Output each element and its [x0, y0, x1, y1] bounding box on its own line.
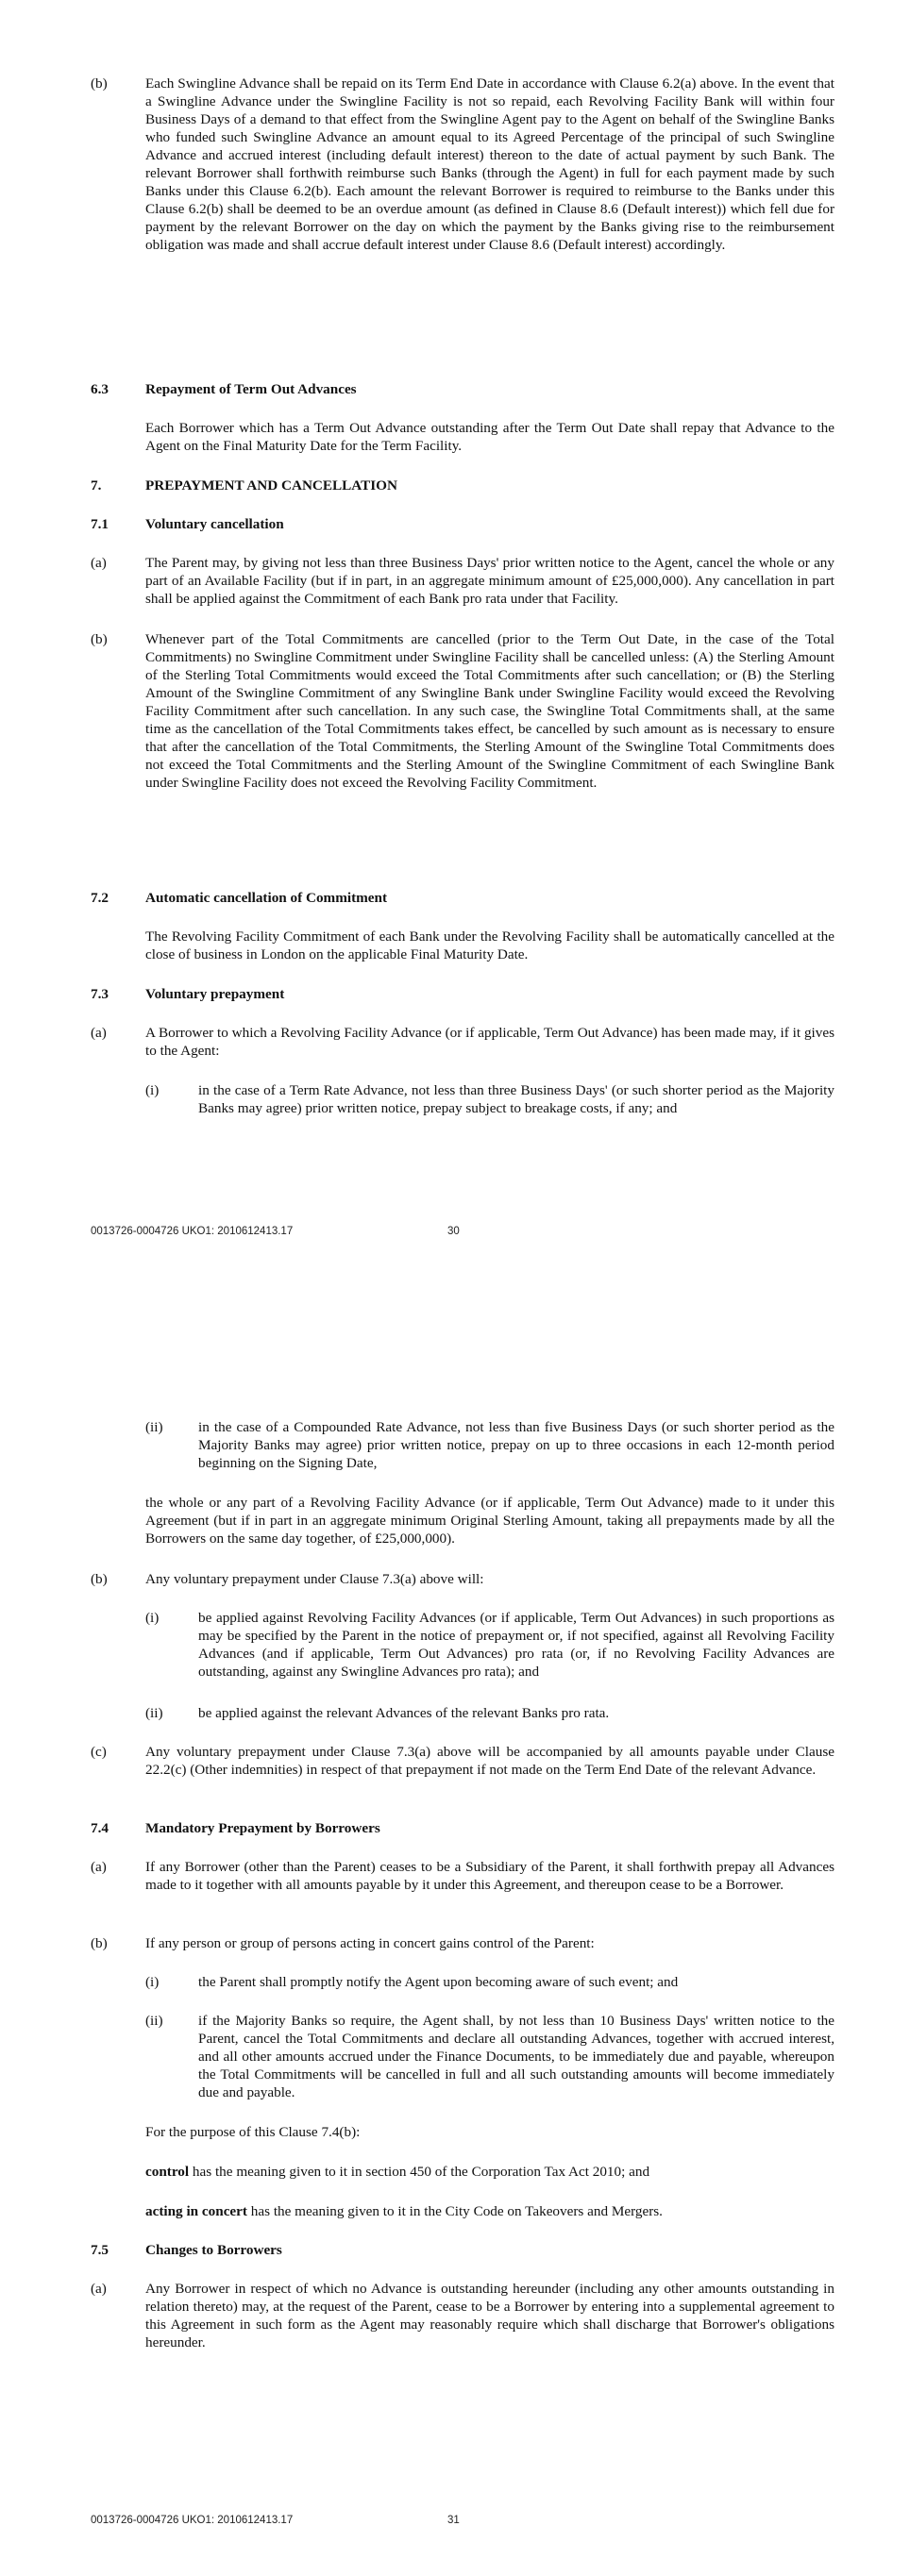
clause-7-3-a-text: A Borrower to which a Revolving Facility Advance (or if applicable, Term Out Advance) has been made may, if it gives to the Agent:: [145, 1025, 834, 1059]
clause-7-4-b-i-text: the Parent shall promptly notify the Agent upon becoming aware of such event; and: [198, 1974, 679, 1990]
clause-7-1-b-text: Whenever part of the Total Commitments are cancelled (prior to the Term Out Date, in the case of the Total Commitments) no Swingline Commitment under Swingline Facility shall be cancelled unless: (A) the Sterling Amount of the Sterling Total Commitments would exceed the Total Commitments after such cancellation; or (B) the Sterling Amount of the Swingline Commitment of any Swingline Bank under Swingline Facility would exceed the Revolving Facility Commitment after such cancellation. In any such case, the Swingline Total Commitments shall, at the same time as the cancellation of the Total Commitments takes effect, be cancelled by such amount as is necessary to ensure that after the cancellation of the Total Commitments, the Sterling Amount of the Swingline Total Commitments does not exceed the Total Commitments and the Sterling Amount of the Swingline Commitment of each Swingline Bank under Swingline Facility does not exceed the Revolving Facility Commitment.: [145, 631, 834, 791]
page-31-footer-page-number: 31: [447, 2515, 460, 2526]
clause-7-4-b-ii-text: if the Majority Banks so require, the Agent shall, by not less than 10 Business Days' written notice to the Parent, cancel the Total Commitments and declare all outstanding Advances, together with accrued interest, and all other amounts accrued under the Finance Documents, to be immediately due and payable, whereupon the Total Commitments will be cancelled in full and all such outstanding amounts will become immediately due and payable.: [198, 2013, 834, 2100]
clause-7-5-number: 7.5: [91, 2242, 109, 2258]
clause-7-2-number: 7.2: [91, 890, 109, 906]
clause-7-3-b-number: (b): [91, 1571, 108, 1587]
clause-7-3-b-text: Any voluntary prepayment under Clause 7.3(a) above will:: [145, 1571, 484, 1587]
clause-7-4-b-ii-number: (ii): [145, 2013, 163, 2029]
clause-7-4-a-text: If any Borrower (other than the Parent) ceases to be a Subsidiary of the Parent, it shall forthwith prepay all Advances made to it together with all amounts payable by it under this Agreement, and thereupon cease to be a Borrower.: [145, 1859, 834, 1893]
clause-7-3-a-i-number: (i): [145, 1082, 160, 1098]
page-30-footer-reference: 0013726-0004726 UKO1: 2010612413.17: [91, 1226, 294, 1237]
definition-control-term: control: [145, 2164, 190, 2180]
clause-7-1-heading: Voluntary cancellation: [145, 516, 284, 532]
clause-7-4-b-i-number: (i): [145, 1974, 160, 1990]
clause-7-3-b-i-number: (i): [145, 1610, 160, 1626]
definition-acting-in-concert-term: acting in concert: [145, 2203, 247, 2219]
clause-7-3-c-number: (c): [91, 1744, 107, 1760]
clause-7-4-b-number: (b): [91, 1935, 108, 1951]
clause-6-3-number: 6.3: [91, 381, 109, 397]
clause-7-3-a-ii-number: (ii): [145, 1419, 163, 1435]
clause-6-2-b-number: (b): [91, 75, 108, 92]
clause-7-3-b-ii-text: be applied against the relevant Advances of the relevant Banks pro rata.: [198, 1705, 610, 1721]
page-30-footer-page-number: 30: [447, 1226, 460, 1237]
clause-7-5-heading: Changes to Borrowers: [145, 2242, 282, 2258]
clause-7-4-heading: Mandatory Prepayment by Borrowers: [145, 1820, 380, 1836]
clause-7-3-number: 7.3: [91, 986, 109, 1002]
clause-7-3-a-ii-text: in the case of a Compounded Rate Advance, not less than five Business Days (or such shorter period as the Majority Banks may agree) prior written notice, prepay on up to three occasions in each 12-month period beginning on the Signing Date,: [198, 1419, 834, 1471]
clause-7-3-b-i-text: be applied against Revolving Facility Advances (or if applicable, Term Out Advances) in such proportions as may be specified by the Parent in the notice of prepayment or, if not specified, against all Revolving Facility Advances (and if applicable, Term Out Advances) pro rata (or, if no Revolving Facility Advances are outstanding, against any Swingline Advances pro rata); and: [198, 1610, 834, 1680]
clause-7-2-text: The Revolving Facility Commitment of each Bank under the Revolving Facility shall be automatically cancelled at the close of business in London on the applicable Final Maturity Date.: [145, 928, 834, 962]
clause-7-4-purpose-line: For the purpose of this Clause 7.4(b):: [145, 2124, 361, 2140]
clause-7-3-heading: Voluntary prepayment: [145, 986, 285, 1002]
definition-control: [145, 2163, 834, 2181]
definition-acting-in-concert-text: has the meaning given to it in the City Code on Takeovers and Mergers.: [246, 2203, 663, 2219]
clause-7-3-a-i-text: in the case of a Term Rate Advance, not less than three Business Days' (or such shorter period as the Majority Banks may agree) prior written notice, prepay subject to breakage costs, if any; and: [198, 1082, 834, 1116]
clause-7-1-a-text: The Parent may, by giving not less than three Business Days' prior written notice to the Agent, cancel the whole or any part of an Available Facility (but if in part, in an aggregate minimum amount of £25,000,000). Any cancellation in part shall be applied against the Commitment of each Bank pro rata under that Facility.: [145, 555, 834, 607]
clause-7-1-b-number: (b): [91, 631, 108, 647]
clause-7-3-a-continuation: the whole or any part of a Revolving Facility Advance (or if applicable, Term Out Advance) made to it under this Agreement (but if in part in an aggregate minimum Original Sterling Amount, taking all prepayments made by all the Borrowers on the same day together, of £25,000,000).: [145, 1495, 834, 1547]
clause-7-heading: PREPAYMENT AND CANCELLATION: [145, 477, 397, 493]
clause-7-3-a-number: (a): [91, 1025, 107, 1041]
clause-6-2-b-text: Each Swingline Advance shall be repaid on its Term End Date in accordance with Clause 6.2(a) above. In the event that a Swingline Advance under the Swingline Facility is not so repaid, each Revolving Facility Bank will within four Business Days of a demand to that effect from the Swingline Agent pay to the Agent on behalf of the Swingline Banks who funded such Swingline Advance an amount equal to its Agreed Percentage of the principal of such Swingline Advance and accrued interest (including default interest) thereon to the date of actual payment by such Bank. The relevant Borrower shall forthwith reimburse such Banks (through the Agent) in full for each payment made by such Banks under this Clause 6.2(b). Each amount the relevant Borrower is required to reimburse to the Banks under this Clause 6.2(b) shall be deemed to be an overdue amount (as defined in Clause 8.6 (Default interest)) which fell due for payment by the relevant Borrower on the day on which the payment by the Banks giving rise to the reimbursement obligation was made and shall accrue default interest under Clause 8.6 (Default interest) accordingly.: [145, 75, 834, 253]
clause-7-5-a-number: (a): [91, 2281, 107, 2297]
clause-6-3-text: Each Borrower which has a Term Out Advance outstanding after the Term Out Date shall repay that Advance to the Agent on the Final Maturity Date for the Term Facility.: [145, 420, 834, 454]
clause-7-4-number: 7.4: [91, 1820, 109, 1836]
clause-7-3-c-text: Any voluntary prepayment under Clause 7.3(a) above will be accompanied by all amounts payable under Clause 22.2(c) (Other indemnities) in respect of that prepayment if not made on the Term End Date of the relevant Advance.: [145, 1744, 834, 1778]
definition-control-text: has the meaning given to it in section 450 of the Corporation Tax Act 2010; and: [189, 2164, 650, 2180]
definition-acting-in-concert: [145, 2202, 834, 2220]
clause-7-1-number: 7.1: [91, 516, 109, 532]
clause-7-1-a-number: (a): [91, 555, 107, 571]
clause-7-4-b-text: If any person or group of persons acting in concert gains control of the Parent:: [145, 1935, 595, 1951]
clause-7-2-heading: Automatic cancellation of Commitment: [145, 890, 388, 906]
clause-7-5-a-text: Any Borrower in respect of which no Advance is outstanding hereunder (including any other amounts outstanding in relation thereto) may, at the request of the Parent, cease to be a Borrower by entering into a supplemental agreement to this Agreement in such form as the Agent may reasonably require which shall discharge that Borrower's obligations hereunder.: [145, 2281, 834, 2350]
clause-7-3-b-ii-number: (ii): [145, 1705, 163, 1721]
page-31-footer-reference: 0013726-0004726 UKO1: 2010612413.17: [91, 2515, 294, 2526]
clause-7-4-a-number: (a): [91, 1859, 107, 1875]
clause-6-3-heading: Repayment of Term Out Advances: [145, 381, 357, 397]
clause-7-number: 7.: [91, 477, 102, 493]
